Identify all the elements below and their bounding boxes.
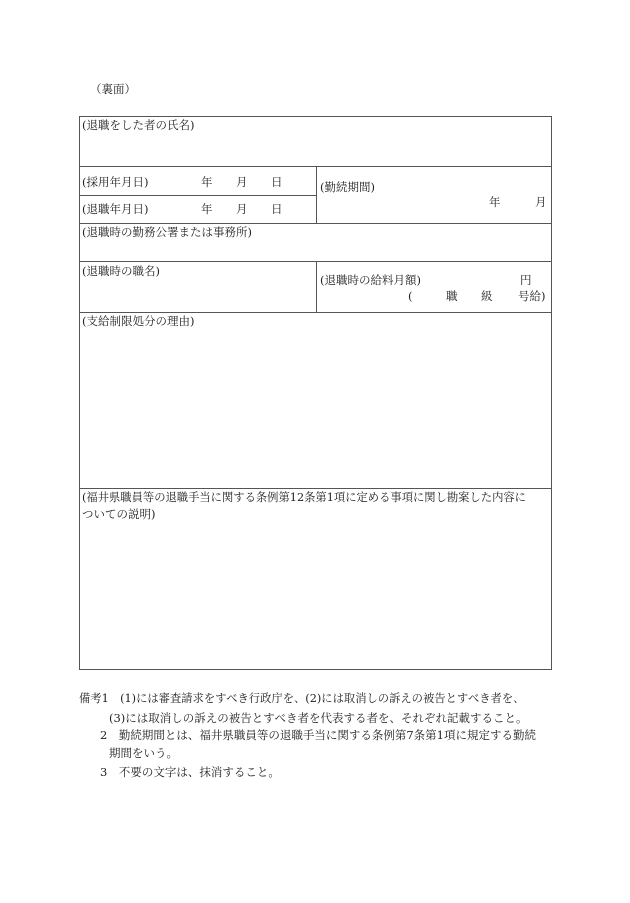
hire-year-unit: 年: [201, 175, 213, 189]
service-period-label: (勤続期間): [320, 180, 375, 194]
side-label: （裏面）: [90, 82, 136, 96]
divider: [79, 195, 316, 196]
divider: [316, 166, 317, 223]
explanation-label-cont: ついての説明): [82, 507, 156, 521]
retire-day-unit: 日: [271, 202, 283, 216]
office-label: (退職時の勤務公署または事務所): [82, 225, 252, 239]
note-1-cont: (3)には取消しの訴えの被告とすべき者を代表する者を、それぞれ記載すること。: [109, 711, 528, 725]
note-2-cont: 期間をいう。: [109, 746, 178, 760]
retire-date-label: (退職年月日): [82, 202, 149, 216]
note-1: 備考1 (1)には審査請求をすべき行政庁を、(2)には取消しの訴えの被告とすべき者を、: [79, 692, 525, 705]
divider: [79, 488, 552, 489]
monthly-salary-label: (退職時の給料月額): [320, 273, 421, 287]
note-2: 2 勤続期間とは、福井県職員等の退職手当に関する条例第7条第1項に規定する勤続: [100, 728, 536, 742]
grade-gokyu-unit: 号給): [518, 289, 546, 303]
grade-shoku-unit: 職: [446, 289, 458, 303]
note-3: 3 不要の文字は、抹消すること。: [100, 765, 280, 779]
divider: [79, 223, 552, 224]
service-month-unit: 月: [535, 195, 547, 209]
reason-label: (支給制限処分の理由): [82, 314, 195, 328]
divider: [79, 312, 552, 313]
grade-paren-open: (: [408, 289, 413, 303]
service-year-unit: 年: [489, 195, 501, 209]
retire-year-unit: 年: [201, 202, 213, 216]
grade-kyu-unit: 級: [481, 289, 493, 303]
hire-month-unit: 月: [236, 175, 248, 189]
position-label: (退職時の職名): [82, 264, 160, 278]
yen-unit: 円: [520, 273, 532, 287]
divider: [316, 261, 317, 312]
retire-month-unit: 月: [236, 202, 248, 216]
hire-date-label: (採用年月日): [82, 175, 149, 189]
explanation-label: (福井県職員等の退職手当に関する条例第12条第1項に定める事項に関し勘案した内容に: [82, 491, 526, 504]
name-label: (退職をした者の氏名): [82, 118, 195, 132]
hire-day-unit: 日: [271, 175, 283, 189]
